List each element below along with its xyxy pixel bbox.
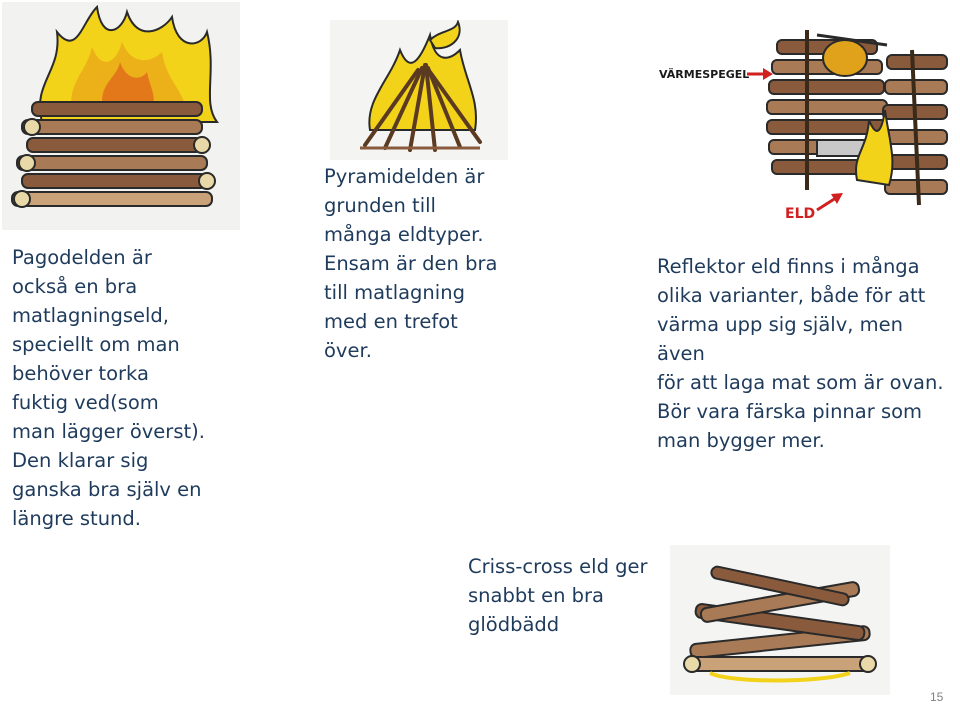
reflector-fire-label: ELD: [785, 206, 816, 222]
reflector-fire-illustration: [657, 10, 957, 238]
crisscross-fire-caption: Criss-cross eld ger snabbt en bra glödbädd: [468, 555, 648, 636]
pyramid-fire-caption: Pyramidelden är grunden till många eldtyper. Ensam är den bra till matlagning med en trefot över.: [324, 165, 498, 362]
crisscross-fire-illustration: [670, 545, 890, 695]
reflector-mirror-label: VÄRMESPEGEL: [659, 68, 750, 81]
page-number: 15: [930, 690, 944, 704]
pagoda-fire-illustration: [2, 2, 240, 230]
reflector-fire-caption: Reflektor eld finns i många olika varianter, både för att värma upp sig själv, men även för att laga mat som är ovan. Bör vara färska pinnar som man bygger mer.: [657, 255, 944, 452]
pagoda-fire-caption: Pagodelden är också en bra matlagningseld, speciellt om man behöver torka fuktig ved(som man lägger överst). Den klarar sig ganska bra själv en längre stund.: [12, 246, 205, 530]
pyramid-fire-illustration: [330, 20, 508, 160]
